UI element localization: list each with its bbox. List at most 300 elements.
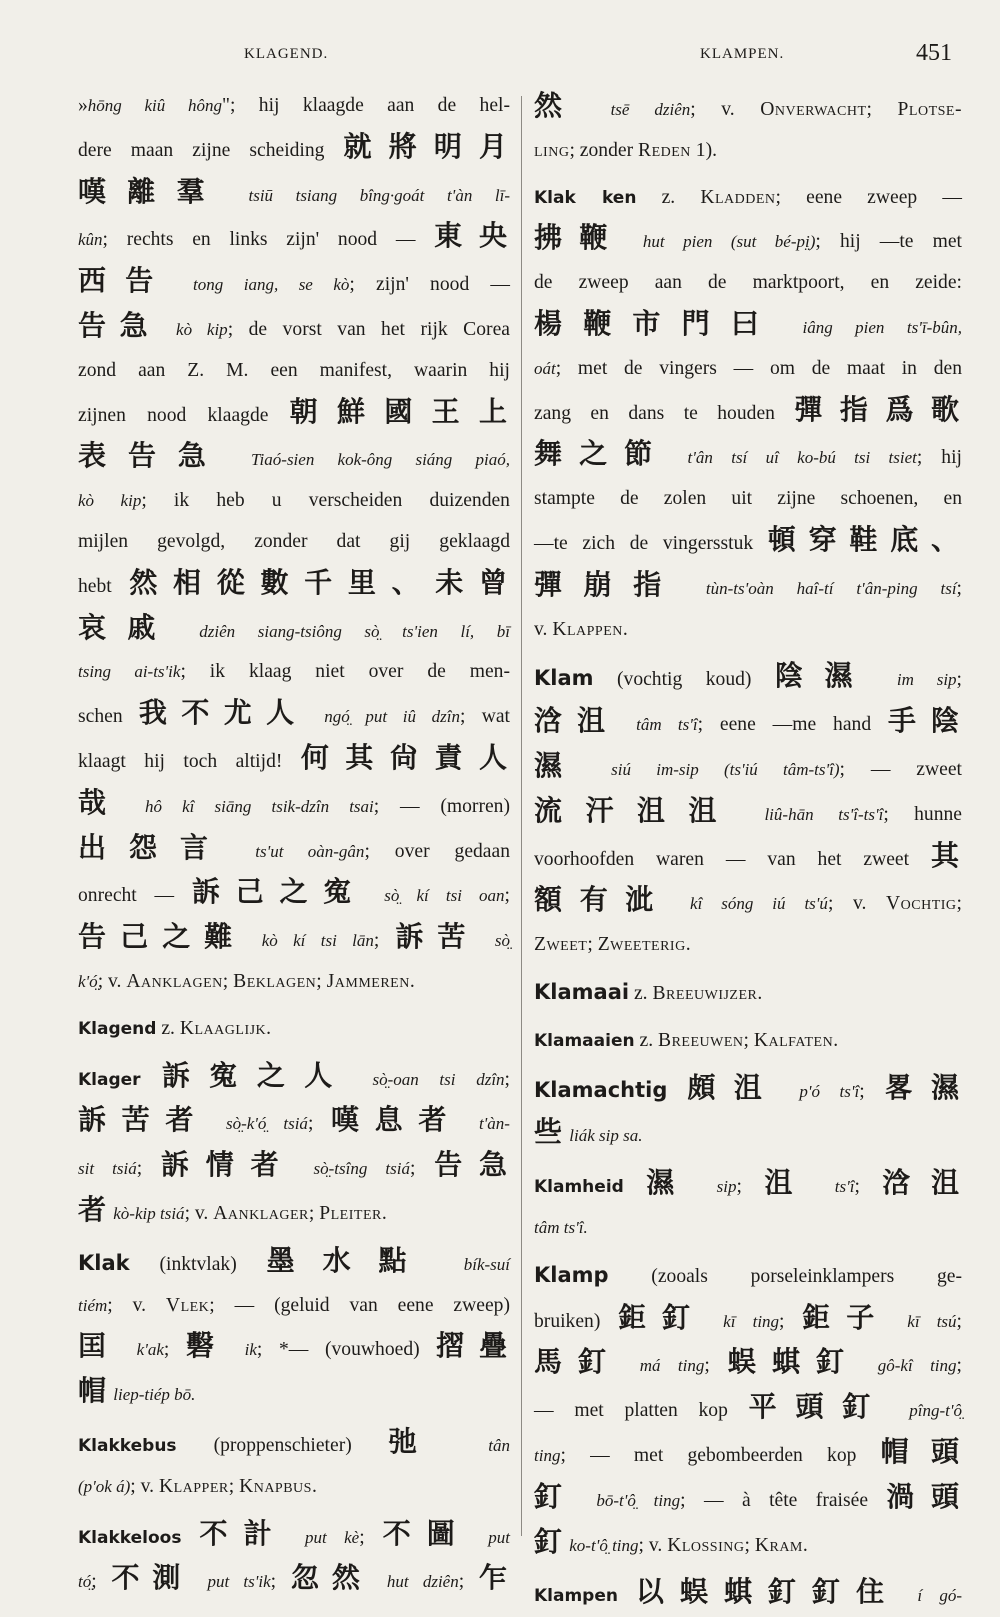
text-line	[78, 1558, 510, 1603]
chinese-characters: 何其尙責人	[300, 740, 510, 774]
text-run: "; hij klaagde aan de hel-	[222, 95, 510, 116]
text-line	[534, 218, 962, 263]
text-run: ; — met gebombeerden kop	[560, 1444, 881, 1466]
text-run: (inktvlak)	[129, 1253, 267, 1275]
text-line	[534, 746, 962, 791]
entry-headword: Klamaaien	[534, 1030, 635, 1051]
text-line	[78, 1056, 510, 1101]
text-run: ;	[504, 885, 510, 907]
text-line	[78, 1145, 510, 1190]
text-run: ;	[779, 1310, 803, 1332]
text-run: ; v.	[107, 1294, 166, 1316]
text-run: ; — (morren)	[373, 795, 510, 817]
text-run: (zooals porseleinklampers ge-	[608, 1265, 962, 1287]
text-run: onrecht —	[78, 885, 192, 907]
text-run: ; rechts en links zijn' nood —	[102, 229, 435, 251]
cross-reference: Kram	[754, 1534, 803, 1556]
text-run: .	[622, 618, 628, 640]
chinese-characters: 楊鞭市門曰	[534, 306, 781, 340]
chinese-characters: 其	[930, 838, 962, 872]
left-column	[78, 86, 511, 1595]
chinese-characters: 濕	[646, 1166, 695, 1200]
text-line	[534, 1255, 962, 1298]
text-line	[78, 351, 510, 392]
text-run: ;	[956, 1310, 962, 1332]
text-run: v.	[534, 618, 553, 640]
chinese-characters: 沮	[764, 1166, 813, 1200]
text-run: klaagt hij toch altijd!	[78, 750, 301, 772]
chinese-characters: 頓穿鞋底、	[767, 522, 962, 556]
chinese-characters: 訴情者	[160, 1148, 296, 1182]
text-run: ; — à tête fraisée	[680, 1489, 887, 1511]
chinese-characters: 帽頭	[880, 1434, 962, 1468]
text-run: ; hij	[916, 447, 962, 469]
romanization: sit tsiá	[78, 1159, 137, 1179]
text-line	[534, 479, 962, 520]
text-run: .	[757, 982, 763, 1004]
text-run: ;	[136, 1158, 161, 1180]
romanization: tsē dziên	[585, 100, 691, 119]
text-run: ; wat	[459, 706, 510, 728]
text-run: ;	[504, 1068, 510, 1090]
romanization: hōng kiû hông	[87, 96, 222, 115]
running-head-right: KLAMPEN.	[700, 46, 785, 62]
cross-reference: Kalfaten	[753, 1029, 834, 1051]
cross-reference: Aanklagen	[126, 970, 223, 992]
text-line	[78, 917, 510, 962]
text-run: ;	[308, 1202, 320, 1224]
chinese-characters: 頗沮	[687, 1070, 780, 1104]
chinese-characters: 鉅子	[802, 1300, 891, 1334]
romanization: tiém	[78, 1295, 108, 1315]
text-run: ; *— (vouwhoed)	[256, 1339, 437, 1361]
text-run: hebt	[78, 575, 130, 597]
chinese-characters: 嘆息者	[330, 1103, 463, 1137]
text-line	[78, 1241, 510, 1286]
text-line	[534, 1572, 962, 1617]
romanization: bík-suí	[434, 1254, 510, 1274]
romanization: ik	[228, 1340, 257, 1360]
chinese-characters: 畧濕	[884, 1070, 962, 1104]
chinese-characters: 訴己之寃	[191, 875, 368, 909]
text-run: ;	[458, 1571, 479, 1593]
text-run: .	[685, 934, 691, 956]
text-run: .	[833, 1029, 839, 1051]
text-run: ; v.	[690, 99, 761, 120]
romanization: dziên siang-tsiông sò̤ ts'ien lí, bī	[176, 621, 510, 641]
romanization: Tiaó-sien kok-ông siáng piaó,	[227, 450, 510, 470]
text-run: »	[78, 95, 88, 116]
romanization: tsiū tsiang bîng·goát t'àn lī-	[225, 185, 510, 205]
romanization: bō-t'ô̤ ting	[578, 1490, 681, 1510]
romanization: ko-t'ô̤ ting	[565, 1535, 639, 1555]
text-run: z.	[634, 1029, 658, 1051]
text-line	[534, 178, 962, 219]
text-line	[534, 565, 962, 610]
text-line	[534, 1112, 962, 1157]
text-run: ; hij —te met	[815, 231, 962, 253]
chinese-characters: 陰濕	[774, 659, 875, 693]
entry-headword: Klam	[534, 666, 594, 691]
text-run: ;	[373, 930, 396, 952]
page-number: 451	[916, 40, 952, 66]
chinese-characters: 不圖	[382, 1516, 471, 1550]
text-line	[534, 1342, 962, 1387]
text-line	[78, 127, 510, 172]
cross-reference: Klaaglijk	[179, 1017, 267, 1039]
text-run: ; hunne	[883, 803, 962, 825]
text-run: ;	[316, 970, 327, 992]
text-line	[78, 86, 510, 127]
text-run: z.	[629, 982, 653, 1004]
chinese-characters: 彈崩指	[534, 567, 683, 601]
text-line	[534, 86, 962, 131]
chinese-characters: 鉅釘	[618, 1300, 707, 1334]
chinese-characters: 然	[534, 89, 586, 122]
text-run: ; v.	[827, 893, 886, 915]
chinese-characters: 哀戚	[78, 610, 177, 644]
text-run: ;	[410, 1158, 435, 1180]
text-run: ; v.	[97, 970, 127, 992]
text-run: bruiken)	[534, 1310, 619, 1332]
chinese-characters: 不計	[199, 1516, 288, 1550]
chinese-characters: 乍	[478, 1561, 510, 1595]
text-run	[624, 1176, 646, 1197]
text-line	[78, 306, 510, 351]
entry-headword: Klak	[78, 1250, 130, 1275]
chinese-characters: 些	[534, 1115, 566, 1149]
chinese-characters: 礊	[185, 1329, 229, 1363]
text-run: ; met de vingers — om de maat in den	[555, 357, 962, 379]
romanization: liák sip sa.	[565, 1126, 643, 1146]
romanization: má ting	[622, 1356, 705, 1376]
chinese-characters: 嘆離羣	[78, 174, 226, 208]
text-run: 1).	[690, 139, 718, 161]
text-line	[78, 1371, 510, 1416]
text-run: ; ik klaag niet over de men-	[180, 661, 510, 683]
chinese-characters: 表告急	[78, 439, 228, 473]
text-line	[78, 436, 510, 481]
text-line	[534, 1208, 962, 1249]
text-run: zond aan Z. M. een manifest, waarin hij	[78, 359, 510, 381]
chinese-characters: 哉	[78, 785, 125, 819]
text-line	[78, 392, 510, 437]
cross-reference: Onverwacht	[760, 99, 867, 120]
chinese-characters: 訴苦	[395, 920, 480, 954]
chinese-characters: 蜈蜞釘	[727, 1345, 861, 1379]
romanization: siú im-sip (ts'iú tâm-ts'î)	[585, 759, 840, 779]
text-run: .	[311, 1475, 317, 1497]
text-line	[78, 261, 510, 306]
text-run: ;	[743, 1029, 754, 1051]
entry-headword: Klampen	[534, 1586, 618, 1607]
text-run: z.	[636, 186, 701, 208]
text-run: ; zijn' nood —	[349, 274, 510, 296]
chinese-characters: 浛沮	[534, 704, 620, 738]
text-run: ;	[956, 577, 962, 599]
text-line	[78, 828, 510, 873]
text-line	[78, 783, 510, 828]
text-run: ;	[956, 1355, 962, 1377]
romanization: tân	[451, 1435, 510, 1455]
chinese-characters: 囯	[78, 1329, 121, 1363]
text-line	[534, 1477, 962, 1522]
text-line	[78, 1514, 510, 1559]
romanization: put ts'ik	[193, 1572, 271, 1592]
text-run: ;	[854, 1176, 883, 1198]
chinese-characters: 西告	[78, 264, 173, 298]
text-run: ;	[956, 893, 962, 915]
romanization: kò-kip tsiá	[109, 1203, 185, 1223]
romanization: tong iang, se kò	[172, 275, 350, 295]
cross-reference: Pleiter	[319, 1202, 382, 1224]
romanization: ting	[534, 1445, 561, 1465]
text-line	[534, 836, 962, 881]
romanization: k'ak	[120, 1340, 164, 1360]
text-run: .	[802, 1534, 808, 1556]
chinese-characters: 平頭釘	[748, 1390, 890, 1424]
romanization: kò kip	[78, 491, 142, 511]
text-line	[534, 656, 962, 701]
romanization: tó̤	[78, 1572, 92, 1592]
chinese-characters: 出怨言	[78, 830, 232, 864]
text-run: ; v.	[638, 1534, 668, 1556]
text-run: ;	[222, 970, 234, 992]
cross-reference: Klapper	[158, 1475, 229, 1497]
chinese-characters: 馬釘	[534, 1345, 623, 1379]
chinese-characters: 訴寃之人	[161, 1058, 352, 1092]
romanization: kûn	[78, 230, 103, 250]
text-line	[78, 172, 510, 217]
text-line	[534, 701, 962, 746]
text-line	[534, 434, 962, 479]
romanization: put	[470, 1527, 510, 1547]
cross-reference: Klossing	[667, 1534, 745, 1556]
chinese-characters: 弛	[388, 1424, 452, 1458]
romanization: tùn-ts'oàn haî-tí t'ân-ping tsí	[682, 578, 957, 598]
cross-reference: Breeuwijzer	[652, 982, 758, 1004]
text-run: ; over gedaan	[364, 840, 510, 862]
text-line	[534, 520, 962, 565]
cross-reference: Plotse-	[897, 99, 962, 120]
text-run: ; ik heb u verscheiden duizenden	[141, 490, 510, 512]
chinese-characters: 訴苦者	[78, 1103, 210, 1137]
cross-reference: Breeuwen	[658, 1029, 744, 1051]
chinese-characters: 帽	[78, 1374, 110, 1408]
romanization: (p'ok á)	[78, 1476, 131, 1496]
romanization: sò̤-oan tsi dzîn	[351, 1069, 505, 1089]
chinese-characters: 釘	[534, 1524, 566, 1558]
text-run	[667, 1081, 687, 1102]
chinese-characters: 摺疊	[436, 1329, 510, 1363]
text-run: ; v.	[184, 1202, 214, 1224]
text-line	[534, 610, 962, 651]
chinese-characters: 忽然	[290, 1561, 373, 1595]
text-line	[78, 1286, 510, 1327]
chinese-characters: 就將明月	[343, 129, 510, 163]
text-run: zang en dans te houden	[534, 402, 795, 424]
chinese-characters: 渦頭	[886, 1479, 962, 1513]
chinese-characters: 朝鮮國王上	[289, 394, 510, 428]
text-run	[181, 1527, 199, 1548]
romanization: liep-tiép bō.	[109, 1385, 196, 1405]
chinese-characters: 以蜈蜞釘釘住	[635, 1575, 901, 1609]
text-run: zijnen nood klaagde	[78, 404, 290, 426]
chinese-characters: 告己之難	[78, 920, 247, 954]
text-line	[78, 1326, 510, 1371]
chinese-characters: 額有泚	[534, 883, 672, 917]
cross-reference: Aanklager	[213, 1202, 309, 1224]
romanization: oát	[534, 358, 556, 378]
entry-headword: Klager	[78, 1069, 141, 1090]
text-run: ;	[736, 1176, 765, 1198]
text-run: z.	[156, 1017, 180, 1039]
text-run: ; de vorst van het rijk Corea	[227, 318, 510, 340]
text-line	[78, 1190, 510, 1235]
text-run: — met platten kop	[534, 1400, 749, 1422]
text-run: ; eene zweep —	[775, 186, 962, 208]
romanization: gô-kî ting	[860, 1356, 957, 1376]
text-line	[78, 738, 510, 783]
text-run: ; zonder	[569, 139, 638, 161]
chinese-characters: 者	[78, 1192, 110, 1226]
text-line	[78, 1467, 510, 1508]
chinese-characters: 彈指爲歌	[794, 392, 962, 426]
romanization: hut dziên	[372, 1572, 459, 1592]
text-run: stampte de zolen uit zijne schoenen, en	[534, 488, 962, 510]
chinese-characters: 東央	[434, 219, 510, 253]
text-line	[534, 1522, 962, 1567]
text-line	[534, 1068, 962, 1113]
entry-headword: Klak ken	[534, 187, 637, 208]
romanization: kò kip	[161, 319, 228, 339]
text-run: mijlen gevolgd, zonder dat gij geklaagd	[78, 530, 510, 552]
text-run: (proppenschieter)	[176, 1434, 389, 1456]
romanization: sò̤	[479, 931, 510, 951]
text-run: ;	[587, 934, 598, 956]
text-run: .	[266, 1017, 272, 1039]
text-run: schen	[78, 706, 139, 728]
text-line	[534, 972, 962, 1015]
text-line	[78, 1100, 510, 1145]
romanization: sip	[694, 1177, 737, 1197]
text-line	[78, 608, 510, 653]
cross-reference: Zweet	[534, 934, 588, 956]
text-run: ;	[704, 1355, 728, 1377]
romanization: hô kî siāng tsik-dzîn tsai	[124, 796, 374, 816]
text-run	[141, 1069, 162, 1090]
cross-reference: Beklagen	[233, 970, 317, 992]
text-run: ;	[228, 1475, 240, 1497]
cross-reference: Jammeren	[326, 970, 410, 992]
cross-reference: ling	[534, 139, 570, 161]
text-line	[534, 263, 962, 304]
entry-headword: Klamheid	[534, 1177, 624, 1198]
text-run: ; eene —me hand	[697, 714, 889, 736]
chinese-characters: 我不尤人	[138, 696, 309, 730]
text-run: ;	[744, 1534, 755, 1556]
text-run: dere maan zijne scheiding	[78, 139, 344, 161]
romanization: p'ó ts'î	[779, 1081, 860, 1101]
chinese-characters: 墨水點	[266, 1243, 435, 1277]
text-line	[78, 872, 510, 917]
chinese-characters: 拂鞭	[534, 221, 625, 255]
romanization: ts'î	[812, 1177, 855, 1197]
romanization: put kè	[287, 1527, 360, 1547]
text-line	[534, 349, 962, 390]
entry-headword: Klamp	[534, 1262, 609, 1287]
text-line	[534, 1432, 962, 1477]
text-line	[534, 131, 962, 172]
text-line	[534, 304, 962, 349]
entry-headword: Klamaai	[534, 979, 630, 1004]
chinese-characters: 告急	[78, 308, 162, 342]
text-run: ; — zweet	[839, 758, 962, 780]
romanization: ts'ut oàn-gân	[231, 841, 365, 861]
text-line	[534, 1021, 962, 1062]
text-run: .	[409, 970, 415, 992]
entry-headword: Klamachtig	[534, 1077, 668, 1102]
text-line	[534, 880, 962, 925]
text-run: ; v.	[130, 1475, 159, 1497]
text-run: ;	[859, 1080, 885, 1102]
romanization: kī tsú	[890, 1311, 957, 1331]
romanization: tâm ts'î.	[534, 1217, 588, 1237]
text-run: voorhoofden waren — van het zweet	[534, 848, 931, 870]
running-head-left: KLAGEND.	[244, 46, 329, 62]
cross-reference: Zweeterig	[597, 934, 686, 956]
romanization: k'ó̤	[78, 971, 98, 991]
text-run: ; — (geluid van eene zweep)	[209, 1294, 510, 1316]
romanization: t'àn-	[462, 1114, 510, 1134]
cross-reference: Reden	[638, 139, 691, 161]
romanization: liû-hān ts'î-ts'î	[739, 804, 884, 824]
text-line	[534, 1163, 962, 1208]
romanization: kî sóng iú ts'ú	[671, 894, 828, 914]
romanization: sò̤ kí tsi oan	[367, 886, 505, 906]
romanization: sò̤-tsîng tsiá	[295, 1159, 410, 1179]
chinese-characters: 告急	[434, 1148, 511, 1182]
romanization: hut pien (sut bé-pi̤)	[624, 232, 816, 252]
text-line	[534, 1387, 962, 1432]
chinese-characters: 濕	[534, 748, 586, 782]
cross-reference: Vlek	[165, 1294, 210, 1316]
text-run: de zweep aan de marktpoort, en zeide:	[534, 272, 962, 294]
romanization: im sip	[874, 670, 957, 690]
text-run: ;	[866, 99, 898, 120]
text-run	[618, 1585, 636, 1606]
romanization: sò̤-k'ó̤ tsiá	[209, 1114, 308, 1134]
text-line	[534, 1298, 962, 1343]
text-line	[78, 522, 510, 563]
romanization: í gó-	[900, 1586, 962, 1606]
cross-reference: Kladden	[700, 186, 776, 208]
text-run: ;	[91, 1571, 112, 1593]
romanization: pîng-t'ô̤	[889, 1401, 962, 1421]
chinese-characters: 不測	[111, 1561, 194, 1595]
text-run: (vochtig koud)	[593, 669, 775, 691]
right-column	[534, 86, 962, 1609]
text-line	[78, 693, 510, 738]
romanization: kī ting	[706, 1311, 780, 1331]
text-line	[78, 481, 510, 522]
text-run: .	[381, 1202, 387, 1224]
romanization: t'ân tsí uî ko-bú tsi tsiet	[669, 448, 917, 468]
text-run: ;	[359, 1526, 383, 1548]
chinese-characters: 流汗沮沮	[534, 793, 740, 827]
cross-reference: Klappen	[552, 618, 623, 640]
text-line	[78, 563, 510, 608]
